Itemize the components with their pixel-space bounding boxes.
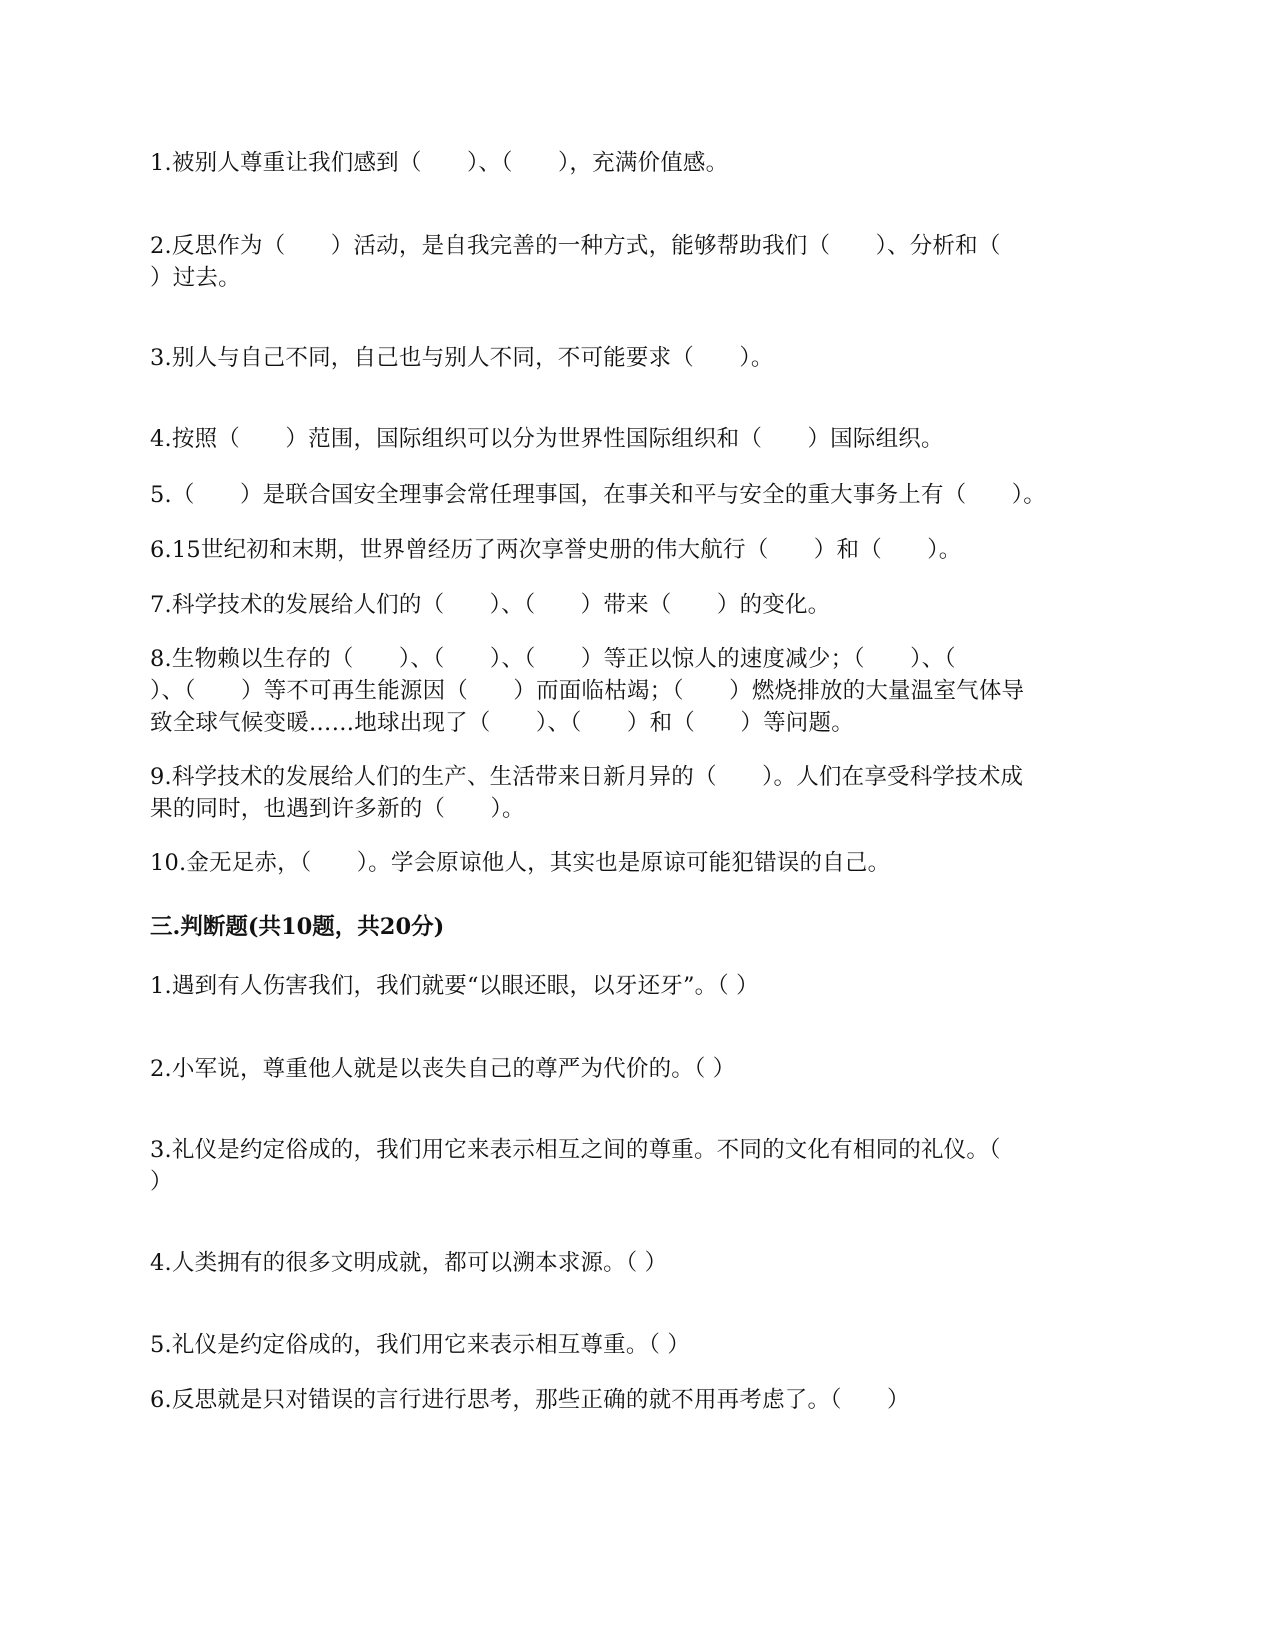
question-judge-3-line-1: 3.礼仪是约定俗成的，我们用它来表示相互之间的尊重。不同的文化有相同的礼仪。（ bbox=[150, 1137, 1001, 1163]
question-judge-1: 1.遇到有人伤害我们，我们就要“以眼还眼，以牙还牙”。（ ） bbox=[150, 973, 759, 999]
question-fill-10: 10.金无足赤，（ ）。学会原谅他人，其实也是原谅可能犯错误的自己。 bbox=[150, 850, 891, 876]
question-fill-9-line-1: 9.科学技术的发展给人们的生产、生活带来日新月异的（ ）。人们在享受科学技术成 bbox=[150, 764, 1024, 790]
question-fill-8-line-1: 8.生物赖以生存的（ ）、（ ）、（ ）等正以惊人的速度减少；（ ）、（ bbox=[150, 646, 956, 672]
section-title-judgement: 三.判断题(共10题，共20分) bbox=[150, 914, 445, 940]
question-fill-1: 1.被别人尊重让我们感到（ ）、（ ），充满价值感。 bbox=[150, 150, 729, 176]
question-fill-8-line-3: 致全球气候变暖……地球出现了（ ）、（ ）和（ ）等问题。 bbox=[150, 710, 854, 736]
question-fill-5: 5.（ ）是联合国安全理事会常任理事国，在事关和平与安全的重大事务上有（ ）。 bbox=[150, 482, 1046, 508]
question-fill-2-line-1: 2.反思作为（ ）活动，是自我完善的一种方式，能够帮助我们（ ）、分析和（ bbox=[150, 233, 1001, 259]
question-judge-4: 4.人类拥有的很多文明成就，都可以溯本求源。（ ） bbox=[150, 1250, 668, 1276]
question-fill-7: 7.科学技术的发展给人们的（ ）、（ ）带来（ ）的变化。 bbox=[150, 592, 831, 618]
question-fill-3: 3.别人与自己不同，自己也与别人不同，不可能要求（ ）。 bbox=[150, 345, 774, 371]
question-fill-6: 6.15世纪初和末期，世界曾经历了两次享誉史册的伟大航行（ ）和（ ）。 bbox=[150, 537, 962, 563]
question-judge-2: 2.小军说，尊重他人就是以丧失自己的尊严为代价的。（ ） bbox=[150, 1056, 736, 1082]
question-judge-3-line-2: ） bbox=[150, 1169, 173, 1195]
question-fill-4: 4.按照（ ）范围，国际组织可以分为世界性国际组织和（ ）国际组织。 bbox=[150, 426, 944, 452]
question-fill-9-line-2: 果的同时，也遇到许多新的（ ）。 bbox=[150, 796, 525, 822]
question-judge-6: 6.反思就是只对错误的言行进行思考，那些正确的就不用再考虑了。（ ） bbox=[150, 1387, 910, 1413]
question-fill-2-line-2: ）过去。 bbox=[150, 265, 241, 291]
question-fill-8-line-2: ）、（ ）等不可再生能源因（ ）而面临枯竭；（ ）燃烧排放的大量温室气体导 bbox=[150, 678, 1025, 704]
question-judge-5: 5.礼仪是约定俗成的，我们用它来表示相互尊重。（ ） bbox=[150, 1332, 691, 1358]
